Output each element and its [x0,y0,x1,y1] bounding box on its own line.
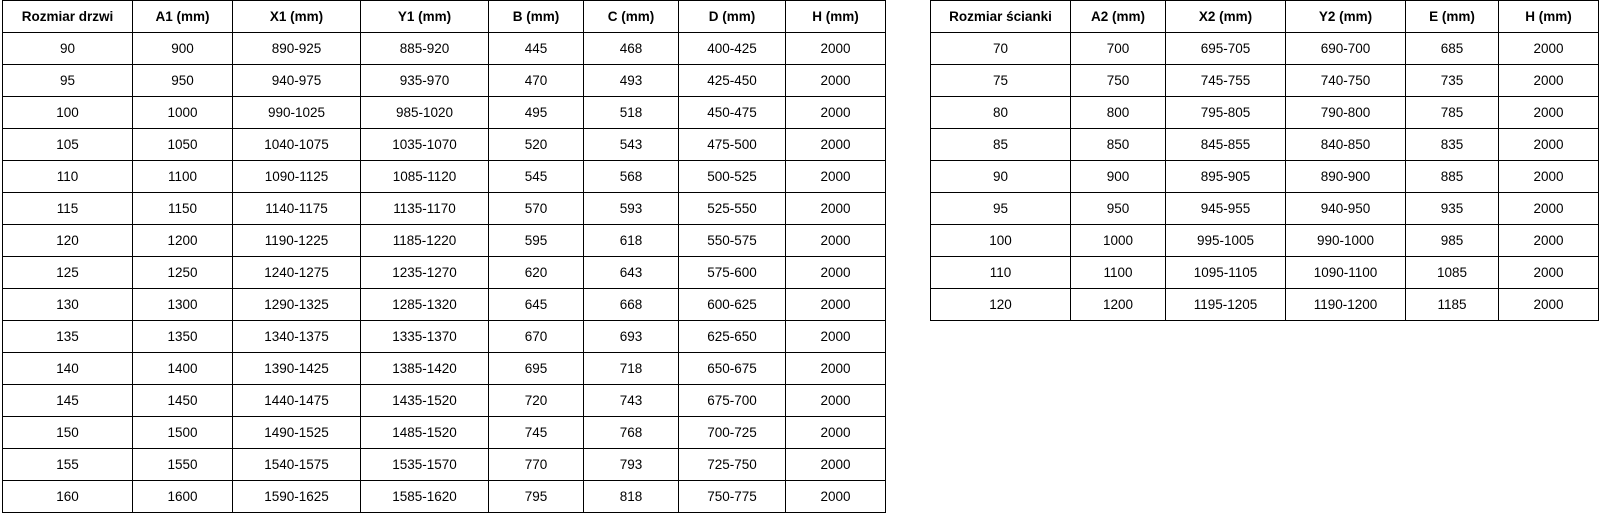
cell: 700-725 [679,417,786,449]
cell: 700 [1071,33,1166,65]
cell: 650-675 [679,353,786,385]
cell: 1400 [133,353,233,385]
cell: 1250 [133,257,233,289]
cell: 545 [489,161,584,193]
cell: 2000 [1499,193,1599,225]
cell: 795 [489,481,584,513]
doors-size-table [2,0,886,513]
table-row [931,33,1599,65]
cell: 720 [489,385,584,417]
cell: 155 [3,449,133,481]
cell: 1585-1620 [361,481,489,513]
cell: 1135-1170 [361,193,489,225]
cell: 470 [489,65,584,97]
cell: 1450 [133,385,233,417]
cell: 845-855 [1166,129,1286,161]
cell: 2000 [786,65,886,97]
cell: 745-755 [1166,65,1286,97]
cell: 445 [489,33,584,65]
cell: 1335-1370 [361,321,489,353]
cell: 770 [489,449,584,481]
cell: 475-500 [679,129,786,161]
cell: 995-1005 [1166,225,1286,257]
column-header: A2 (mm) [1071,1,1166,33]
cell: 1500 [133,417,233,449]
cell: 2000 [1499,225,1599,257]
table-row [931,65,1599,97]
table-row [931,97,1599,129]
cell: 80 [931,97,1071,129]
column-header: E (mm) [1406,1,1499,33]
doors-table-head [3,1,886,33]
cell: 2000 [1499,33,1599,65]
table-row [3,353,886,385]
table-row [3,97,886,129]
walls-table-head [931,1,1599,33]
cell: 900 [1071,161,1166,193]
cell: 668 [584,289,679,321]
cell: 768 [584,417,679,449]
cell: 743 [584,385,679,417]
cell: 1190-1225 [233,225,361,257]
cell: 130 [3,289,133,321]
cell: 643 [584,257,679,289]
cell: 750-775 [679,481,786,513]
cell: 493 [584,65,679,97]
cell: 1200 [1071,289,1166,321]
cell: 835 [1406,129,1499,161]
cell: 895-905 [1166,161,1286,193]
table-row [3,289,886,321]
doors-table-container [2,0,886,513]
column-header: Rozmiar ścianki [931,1,1071,33]
cell: 620 [489,257,584,289]
cell: 1440-1475 [233,385,361,417]
table-row [3,33,886,65]
cell: 550-575 [679,225,786,257]
column-header: Y2 (mm) [1286,1,1406,33]
cell: 160 [3,481,133,513]
cell: 940-950 [1286,193,1406,225]
cell: 150 [3,417,133,449]
cell: 945-955 [1166,193,1286,225]
cell: 1590-1625 [233,481,361,513]
cell: 793 [584,449,679,481]
cell: 2000 [1499,257,1599,289]
cell: 90 [3,33,133,65]
cell: 1090-1100 [1286,257,1406,289]
cell: 70 [931,33,1071,65]
cell: 135 [3,321,133,353]
cell: 570 [489,193,584,225]
cell: 595 [489,225,584,257]
cell: 675-700 [679,385,786,417]
table-row [3,321,886,353]
cell: 1390-1425 [233,353,361,385]
walls-size-table [930,0,1599,321]
cell: 735 [1406,65,1499,97]
column-header: Y1 (mm) [361,1,489,33]
cell: 885 [1406,161,1499,193]
table-row [931,129,1599,161]
cell: 985-1020 [361,97,489,129]
cell: 75 [931,65,1071,97]
cell: 2000 [786,33,886,65]
walls-table-container [930,0,1599,321]
cell: 1200 [133,225,233,257]
cell: 890-900 [1286,161,1406,193]
cell: 725-750 [679,449,786,481]
cell: 120 [3,225,133,257]
cell: 1085 [1406,257,1499,289]
cell: 900 [133,33,233,65]
cell: 525-550 [679,193,786,225]
cell: 518 [584,97,679,129]
cell: 1340-1375 [233,321,361,353]
cell: 2000 [786,321,886,353]
column-header: H (mm) [1499,1,1599,33]
cell: 950 [1071,193,1166,225]
cell: 1195-1205 [1166,289,1286,321]
cell: 95 [3,65,133,97]
table-row [3,225,886,257]
cell: 790-800 [1286,97,1406,129]
cell: 1150 [133,193,233,225]
cell: 2000 [786,353,886,385]
cell: 1385-1420 [361,353,489,385]
cell: 2000 [1499,129,1599,161]
cell: 1285-1320 [361,289,489,321]
cell: 543 [584,129,679,161]
cell: 1185 [1406,289,1499,321]
cell: 2000 [786,225,886,257]
cell: 1290-1325 [233,289,361,321]
cell: 818 [584,481,679,513]
cell: 2000 [1499,65,1599,97]
cell: 568 [584,161,679,193]
cell: 2000 [786,97,886,129]
cell: 2000 [786,481,886,513]
table-row [931,225,1599,257]
cell: 500-525 [679,161,786,193]
cell: 145 [3,385,133,417]
cell: 1240-1275 [233,257,361,289]
cell: 495 [489,97,584,129]
table-row [931,257,1599,289]
cell: 120 [931,289,1071,321]
cell: 1190-1200 [1286,289,1406,321]
table-row [931,161,1599,193]
cell: 935-970 [361,65,489,97]
cell: 950 [133,65,233,97]
cell: 110 [3,161,133,193]
cell: 468 [584,33,679,65]
cell: 1540-1575 [233,449,361,481]
cell: 745 [489,417,584,449]
cell: 740-750 [1286,65,1406,97]
column-header: Rozmiar drzwi [3,1,133,33]
cell: 685 [1406,33,1499,65]
cell: 2000 [1499,289,1599,321]
cell: 2000 [786,449,886,481]
cell: 2000 [786,289,886,321]
cell: 85 [931,129,1071,161]
table-row [3,257,886,289]
cell: 940-975 [233,65,361,97]
column-header: B (mm) [489,1,584,33]
column-header: X2 (mm) [1166,1,1286,33]
cell: 100 [931,225,1071,257]
cell: 1000 [1071,225,1166,257]
cell: 1035-1070 [361,129,489,161]
cell: 850 [1071,129,1166,161]
cell: 400-425 [679,33,786,65]
cell: 1050 [133,129,233,161]
walls-table-body [931,33,1599,321]
cell: 1600 [133,481,233,513]
cell: 110 [931,257,1071,289]
cell: 1235-1270 [361,257,489,289]
cell: 600-625 [679,289,786,321]
table-row [3,449,886,481]
cell: 425-450 [679,65,786,97]
cell: 2000 [1499,97,1599,129]
cell: 575-600 [679,257,786,289]
cell: 115 [3,193,133,225]
cell: 2000 [786,161,886,193]
doors-table-body [3,33,886,513]
cell: 1185-1220 [361,225,489,257]
cell: 1490-1525 [233,417,361,449]
cell: 750 [1071,65,1166,97]
cell: 690-700 [1286,33,1406,65]
cell: 593 [584,193,679,225]
cell: 693 [584,321,679,353]
cell: 105 [3,129,133,161]
cell: 95 [931,193,1071,225]
cell: 2000 [786,257,886,289]
cell: 1435-1520 [361,385,489,417]
cell: 1095-1105 [1166,257,1286,289]
cell: 800 [1071,97,1166,129]
cell: 785 [1406,97,1499,129]
cell: 1485-1520 [361,417,489,449]
cell: 840-850 [1286,129,1406,161]
table-row [3,193,886,225]
cell: 1000 [133,97,233,129]
cell: 718 [584,353,679,385]
cell: 985 [1406,225,1499,257]
column-header: A1 (mm) [133,1,233,33]
cell: 1100 [133,161,233,193]
cell: 520 [489,129,584,161]
table-row [931,193,1599,225]
cell: 990-1025 [233,97,361,129]
table-header-row [931,1,1599,33]
cell: 1090-1125 [233,161,361,193]
table-row [3,129,886,161]
table-header-row [3,1,886,33]
cell: 140 [3,353,133,385]
table-row [3,65,886,97]
cell: 670 [489,321,584,353]
column-header: C (mm) [584,1,679,33]
table-row [3,481,886,513]
cell: 1535-1570 [361,449,489,481]
column-header: D (mm) [679,1,786,33]
column-header: X1 (mm) [233,1,361,33]
cell: 2000 [1499,161,1599,193]
cell: 100 [3,97,133,129]
cell: 1100 [1071,257,1166,289]
cell: 695 [489,353,584,385]
cell: 2000 [786,129,886,161]
cell: 1140-1175 [233,193,361,225]
table-row [3,385,886,417]
cell: 890-925 [233,33,361,65]
cell: 1085-1120 [361,161,489,193]
cell: 625-650 [679,321,786,353]
cell: 645 [489,289,584,321]
cell: 695-705 [1166,33,1286,65]
column-header: H (mm) [786,1,886,33]
cell: 450-475 [679,97,786,129]
cell: 885-920 [361,33,489,65]
cell: 618 [584,225,679,257]
cell: 1040-1075 [233,129,361,161]
cell: 2000 [786,385,886,417]
cell: 1350 [133,321,233,353]
table-row [931,289,1599,321]
cell: 2000 [786,417,886,449]
table-row [3,161,886,193]
cell: 990-1000 [1286,225,1406,257]
cell: 1300 [133,289,233,321]
cell: 1550 [133,449,233,481]
cell: 935 [1406,193,1499,225]
table-row [3,417,886,449]
cell: 2000 [786,193,886,225]
cell: 795-805 [1166,97,1286,129]
cell: 90 [931,161,1071,193]
cell: 125 [3,257,133,289]
